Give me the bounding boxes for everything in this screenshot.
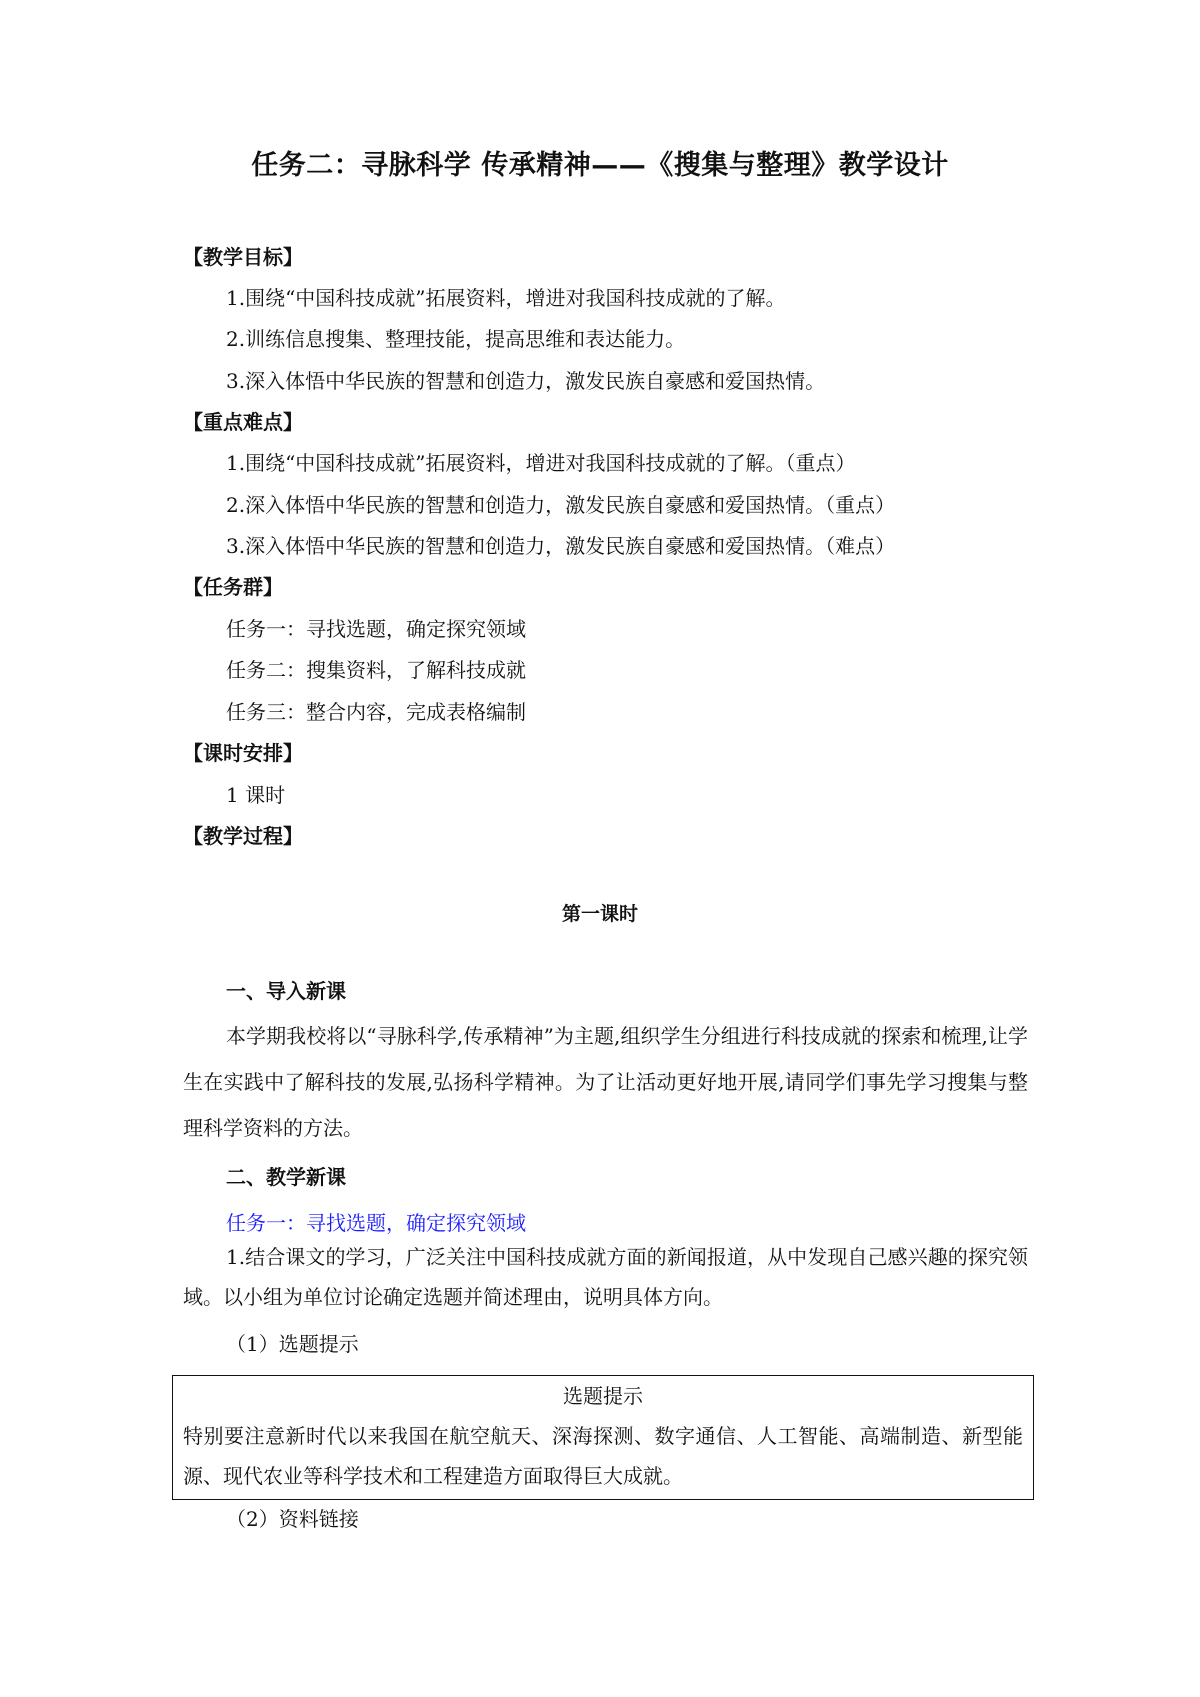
objective-item: 3.深入体悟中华民族的智慧和创造力，激发民族自豪感和爱国热情。: [226, 369, 826, 393]
schedule-heading: 【课时安排】: [183, 741, 303, 765]
lesson-title: 第一课时: [561, 903, 638, 925]
objective-item: 1.围绕“中国科技成就”拓展资料，增进对我国科技成就的了解。: [226, 286, 786, 310]
task-group-item: 任务一：寻找选题，确定探究领域: [226, 617, 526, 641]
section-heading: 二、教学新课: [226, 1165, 346, 1189]
topic-hint-box: [172, 1375, 1034, 1500]
process-heading: 【教学过程】: [183, 824, 303, 848]
sub-label: （1）选题提示: [226, 1332, 359, 1356]
topic-hint-title: 选题提示: [563, 1384, 643, 1408]
intro-paragraph: 本学期我校将以“寻脉科学,传承精神”为主题,组织学生分组进行科技成就的探索和梳理,让学生在实践中了解科技的发展,弘扬科学精神。为了让活动更好地开展,请同学们事先学习搜集与整理科学资料的方法。: [183, 1024, 1028, 1140]
key-points-heading: 【重点难点】: [183, 410, 303, 434]
topic-hint-text: 特别要注意新时代以来我国在航空航天、深海探测、数字通信、人工智能、高端制造、新型能源、现代农业等科学技术和工程建造方面取得巨大成就。: [183, 1424, 1023, 1488]
task1-paragraph: 1.结合课文的学习，广泛关注中国科技成就方面的新闻报道，从中发现自己感兴趣的探究领域。以小组为单位讨论确定选题并简述理由，说明具体方向。: [183, 1245, 1028, 1309]
task-group-item: 任务二：搜集资料，了解科技成就: [226, 658, 526, 682]
task-group-item: 任务三：整合内容，完成表格编制: [226, 700, 526, 724]
page-title: 任务二：寻脉科学 传承精神——《搜集与整理》教学设计: [251, 150, 949, 181]
key-point-item: 3.深入体悟中华民族的智慧和创造力，激发民族自豪感和爱国热情。（难点）: [226, 534, 896, 558]
objective-item: 2.训练信息搜集、整理技能，提高思维和表达能力。: [226, 327, 686, 351]
schedule-value: 1 课时: [226, 783, 286, 807]
key-point-item: 2.深入体悟中华民族的智慧和创造力，激发民族自豪感和爱国热情。（重点）: [226, 493, 896, 517]
task-group-heading: 【任务群】: [183, 575, 283, 599]
objectives-heading: 【教学目标】: [183, 245, 303, 269]
key-point-item: 1.围绕“中国科技成就”拓展资料，增进对我国科技成就的了解。（重点）: [226, 451, 856, 475]
section-heading: 一、导入新课: [226, 979, 346, 1003]
sub-label: （2）资料链接: [226, 1507, 359, 1531]
task1-heading: 任务一：寻找选题，确定探究领域: [226, 1211, 526, 1235]
